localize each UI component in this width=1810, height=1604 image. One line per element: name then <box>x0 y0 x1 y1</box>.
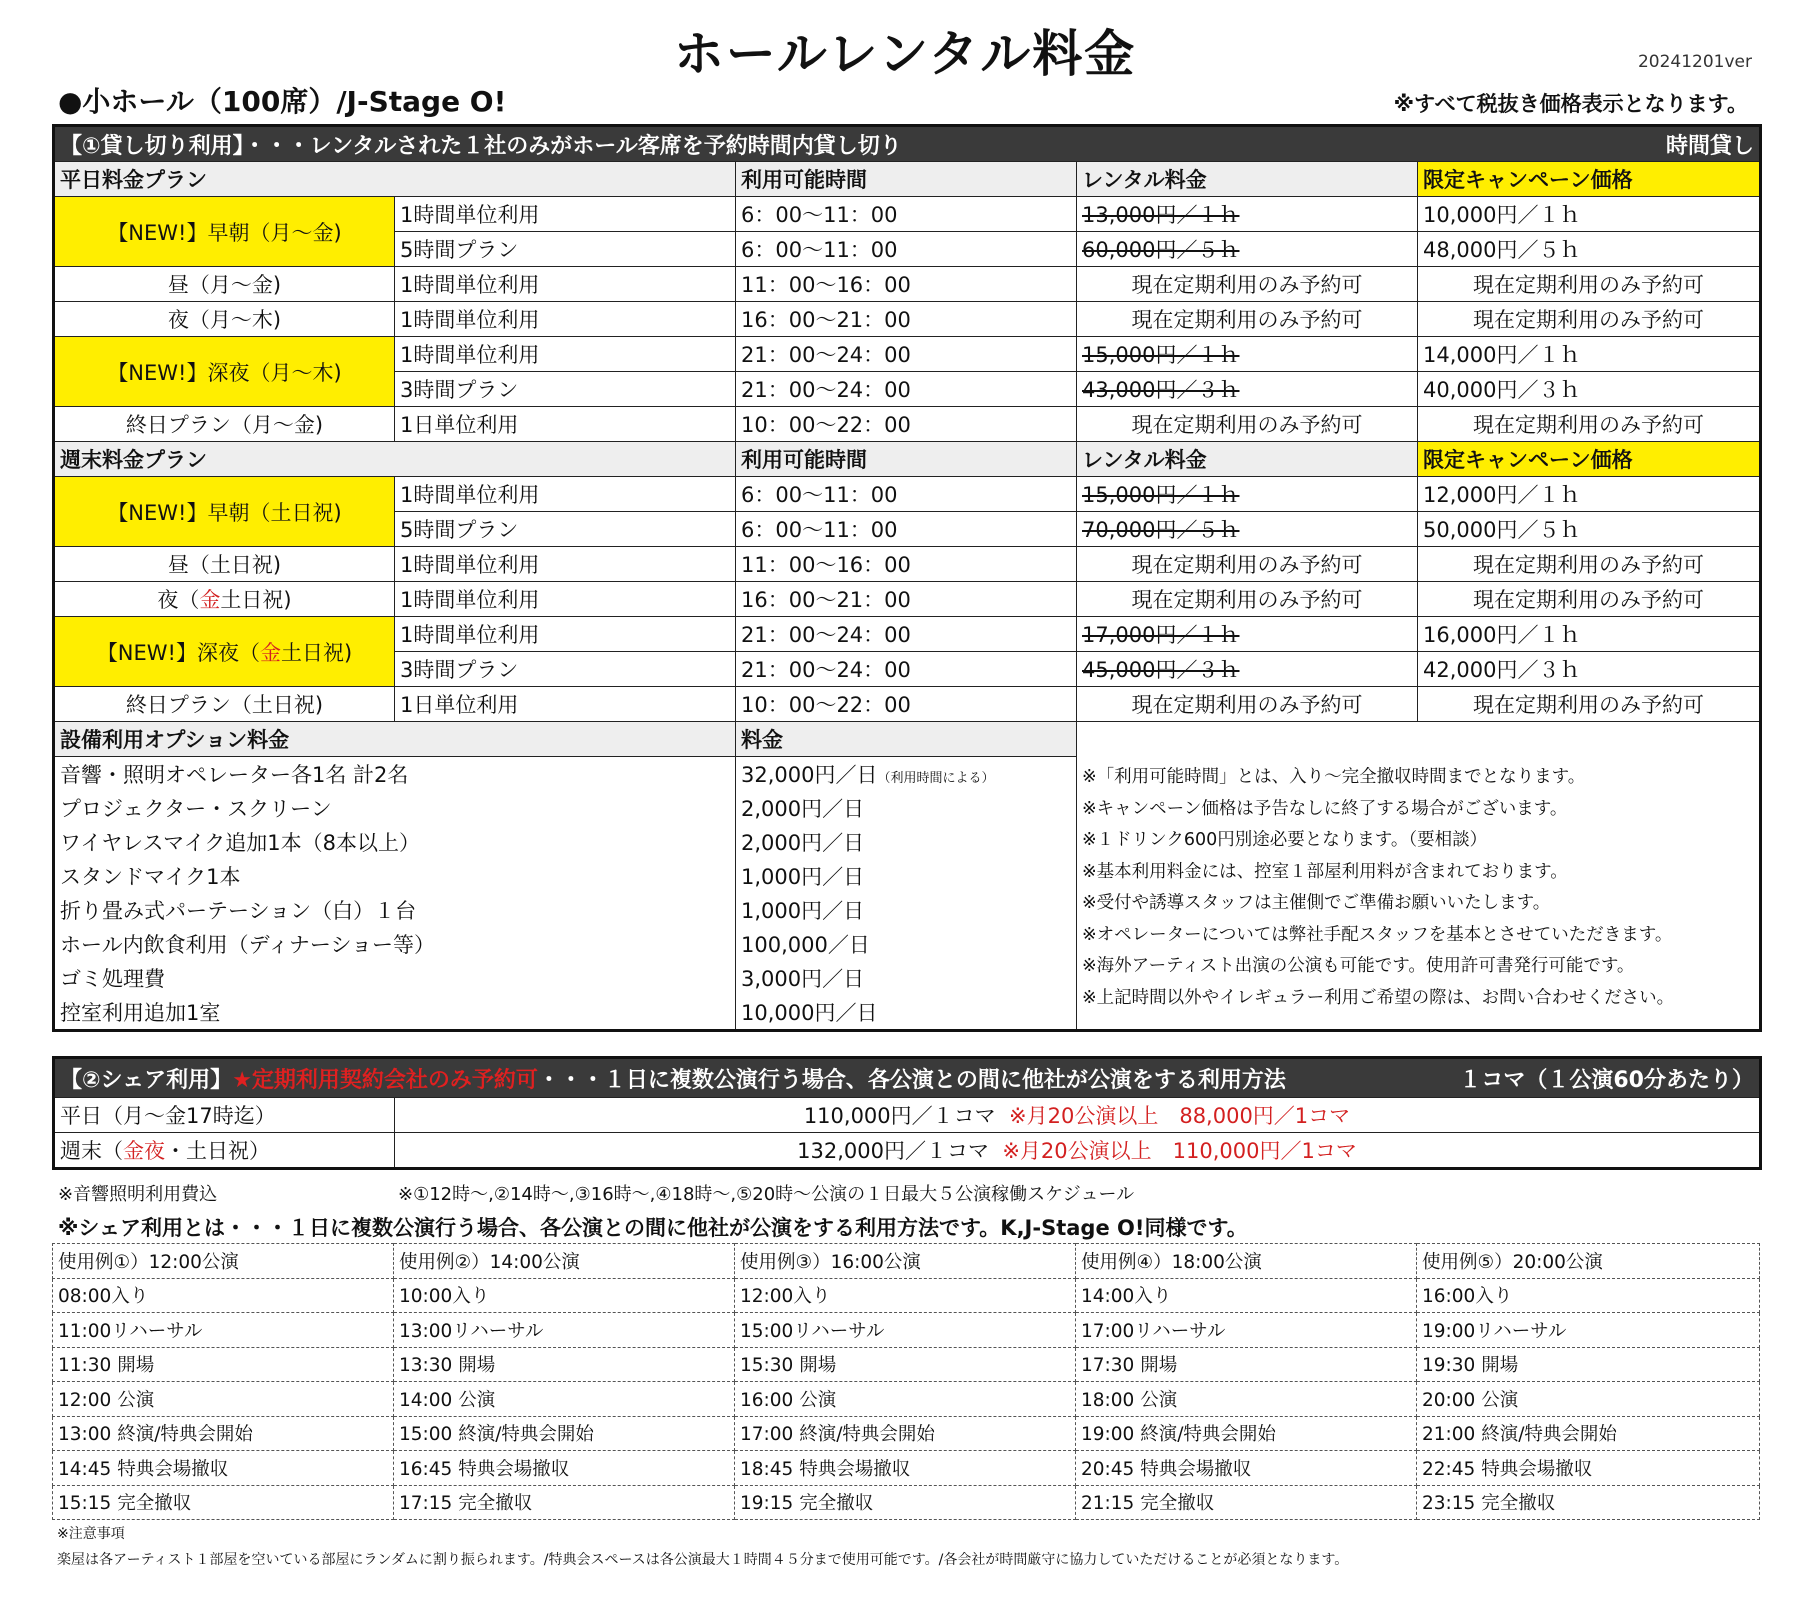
plan-fee: 17,000円／１ｈ <box>1077 617 1418 652</box>
option-fee <box>736 757 1077 792</box>
plan-time: 21：00～24：00 <box>736 372 1077 407</box>
time-header: 利用可能時間 <box>736 162 1077 197</box>
example-step: 21:15 完全撤収 <box>1076 1485 1417 1520</box>
example-step: 12:00入り <box>735 1278 1076 1313</box>
plan-unit: 1時間単位利用 <box>395 582 736 617</box>
plan-campaign: 12,000円／１ｈ <box>1418 477 1761 512</box>
time-header: 利用可能時間 <box>736 442 1077 477</box>
share-discount: ※月20公演以上 88,000円／1コマ <box>1009 1104 1351 1128</box>
example-row <box>53 1382 1760 1417</box>
footer-heading: ※注意事項 <box>57 1526 125 1542</box>
example-step: 16:45 特典会場撤収 <box>394 1451 735 1486</box>
weekend-plan-header: 週末料金プラン <box>54 442 736 477</box>
plan-name-b: 土日祝) <box>220 588 292 612</box>
option-fee: 1,000円／日 <box>736 893 1077 927</box>
plan-fee: 現在定期利用のみ予約可 <box>1077 302 1418 337</box>
example-step: 18:45 特典会場撤収 <box>735 1451 1076 1486</box>
example-step: 20:45 特典会場撤収 <box>1076 1451 1417 1486</box>
plan-time: 10：00～22：00 <box>736 407 1077 442</box>
plan-unit: 1時間単位利用 <box>395 617 736 652</box>
example-step: 16:00入り <box>1417 1278 1760 1313</box>
option-fee: 2,000円／日 <box>736 791 1077 825</box>
share-explanation: ※シェア利用とは・・・１日に複数公演行う場合、各公演との間に他社が公演をする利用方法です。K,J-Stage O!同様です。 <box>58 1216 1248 1240</box>
share-price: 132,000円／１コマ <box>797 1139 989 1163</box>
share-label-b: ・土日祝） <box>165 1139 270 1163</box>
share-rental-table <box>52 1056 1762 1170</box>
share-discount: ※月20公演以上 110,000円／1コマ <box>1002 1139 1357 1163</box>
section2-right-label: １コマ（１公演60分あたり） <box>1459 1067 1754 1093</box>
option-fee-value: 32,000円／日 <box>741 763 878 787</box>
share-row-price <box>395 1133 1761 1169</box>
plan-fee: 現在定期利用のみ予約可 <box>1077 687 1418 722</box>
example-title: 使用例②）14:00公演 <box>394 1244 735 1279</box>
share-price: 110,000円／１コマ <box>803 1104 996 1128</box>
example-step: 22:45 特典会場撤収 <box>1417 1451 1760 1486</box>
plan-unit: 1時間単位利用 <box>395 197 736 232</box>
plan-campaign: 16,000円／１ｈ <box>1418 617 1761 652</box>
option-name: ホール内飲食利用（ディナーショー等） <box>54 927 736 961</box>
example-step: 17:15 完全撤収 <box>394 1485 735 1520</box>
plan-campaign: 48,000円／５ｈ <box>1418 232 1761 267</box>
version-label: 20241201ver <box>1637 52 1752 72</box>
plan-unit: 1日単位利用 <box>395 407 736 442</box>
option-fee: 10,000円／日 <box>736 995 1077 1031</box>
plan-time: 6：00～11：00 <box>736 512 1077 547</box>
section2-heading-red: ★定期利用契約会社のみ予約可 <box>232 1067 538 1093</box>
option-name: ゴミ処理費 <box>54 961 736 995</box>
page-title: ホールレンタル料金 <box>673 25 1137 83</box>
example-step: 11:30 開場 <box>53 1347 394 1382</box>
plan-unit: 5時間プラン <box>395 512 736 547</box>
example-step: 19:00リハーサル <box>1417 1313 1760 1348</box>
example-step: 13:00 終演/特典会開始 <box>53 1416 394 1451</box>
plan-unit: 5時間プラン <box>395 232 736 267</box>
plan-fee: 15,000円／１ｈ <box>1077 477 1418 512</box>
plan-fee: 現在定期利用のみ予約可 <box>1077 547 1418 582</box>
example-row <box>53 1244 1760 1279</box>
option-fee: 2,000円／日 <box>736 825 1077 859</box>
share-label-red: 金夜 <box>123 1139 165 1163</box>
option-name: 音響・照明オペレーター各1名 計2名 <box>54 757 736 792</box>
tax-note: ※すべて税抜き価格表示となります。 <box>1393 92 1748 116</box>
plan-time: 11：00～16：00 <box>736 267 1077 302</box>
example-step: 08:00入り <box>53 1278 394 1313</box>
section1-heading-text: 【①貸し切り利用】・・・レンタルされた１社のみがホール客席を予約時間内貸し切り <box>60 133 902 159</box>
plan-time: 16：00～21：00 <box>736 582 1077 617</box>
example-title: 使用例⑤）20:00公演 <box>1417 1244 1760 1279</box>
example-step: 20:00 公演 <box>1417 1382 1760 1417</box>
plan-unit: 1時間単位利用 <box>395 477 736 512</box>
section2-heading-b: ・・・１日に複数公演行う場合、各公演との間に他社が公演をする利用方法 <box>537 1067 1286 1093</box>
plan-name: 【NEW!】深夜（月～木) <box>54 337 395 407</box>
example-step: 15:30 開場 <box>735 1347 1076 1382</box>
option-name: スタンドマイク1本 <box>54 859 736 893</box>
plan-name: 昼（土日祝) <box>54 547 395 582</box>
plan-time: 6：00～11：00 <box>736 477 1077 512</box>
example-step: 17:00 終演/特典会開始 <box>735 1416 1076 1451</box>
plan-time: 6：00～11：00 <box>736 232 1077 267</box>
option-fee-note: （利用時間による） <box>877 771 995 786</box>
option-fee: 100,000／日 <box>736 927 1077 961</box>
example-step: 16:00 公演 <box>735 1382 1076 1417</box>
example-title: 使用例①）12:00公演 <box>53 1244 394 1279</box>
plan-name: 【NEW!】早朝（月～金) <box>54 197 395 267</box>
example-row <box>53 1313 1760 1348</box>
share-row-price <box>395 1098 1761 1133</box>
footer-text: 楽屋は各アーティスト１部屋を空いている部屋にランダムに割り振られます。/特典会スペースは各公演最大１時間４５分まで使用可能です。/各会社が時間厳守に協力していただけることが必須となります。 <box>57 1552 1349 1568</box>
plan-campaign: 50,000円／５ｈ <box>1418 512 1761 547</box>
section2-heading-a: 【②シェア利用】 <box>60 1067 233 1093</box>
plan-campaign: 40,000円／３ｈ <box>1418 372 1761 407</box>
option-fee: 3,000円／日 <box>736 961 1077 995</box>
example-step: 14:00 公演 <box>394 1382 735 1417</box>
notes-area <box>1077 722 1761 757</box>
options-header: 設備利用オプション料金 <box>54 722 736 757</box>
plan-name: 夜（月～木) <box>54 302 395 337</box>
plan-unit: 1時間単位利用 <box>395 302 736 337</box>
example-step: 15:15 完全撤収 <box>53 1485 394 1520</box>
example-step: 19:00 終演/特典会開始 <box>1076 1416 1417 1451</box>
plan-time: 21：00～24：00 <box>736 617 1077 652</box>
note-item: ※キャンペーン価格は予告なしに終了する場合がございます。 <box>1082 798 1568 819</box>
plan-unit: 1時間単位利用 <box>395 547 736 582</box>
fee-header: レンタル料金 <box>1077 162 1418 197</box>
plan-fee: 13,000円／１ｈ <box>1077 197 1418 232</box>
plan-campaign: 現在定期利用のみ予約可 <box>1418 687 1761 722</box>
option-name: 控室利用追加1室 <box>54 995 736 1031</box>
plan-name-a: 【NEW!】深夜（ <box>96 640 260 665</box>
example-title: 使用例③）16:00公演 <box>735 1244 1076 1279</box>
plan-unit: 1時間単位利用 <box>395 337 736 372</box>
plan-name <box>54 582 395 617</box>
example-step: 17:30 開場 <box>1076 1347 1417 1382</box>
example-step: 21:00 終演/特典会開始 <box>1417 1416 1760 1451</box>
plan-name-red: 金 <box>259 640 281 665</box>
example-row <box>53 1451 1760 1486</box>
plan-unit: 3時間プラン <box>395 652 736 687</box>
share-note-right: ※①12時～,②14時～,③16時～,④18時～,⑤20時～公演の１日最大５公演稼働スケジュール <box>398 1184 1135 1205</box>
plan-time: 16：00～21：00 <box>736 302 1077 337</box>
example-step: 15:00 終演/特典会開始 <box>394 1416 735 1451</box>
option-name: ワイヤレスマイク追加1本（8本以上） <box>54 825 736 859</box>
note-item: ※海外アーティスト出演の公演も可能です。使用許可書発行可能です。 <box>1082 956 1635 976</box>
plan-campaign: 現在定期利用のみ予約可 <box>1418 267 1761 302</box>
plan-campaign: 14,000円／１ｈ <box>1418 337 1761 372</box>
plan-name <box>54 617 395 687</box>
plan-name: 終日プラン（月～金) <box>54 407 395 442</box>
example-step: 10:00入り <box>394 1278 735 1313</box>
example-step: 19:30 開場 <box>1417 1347 1760 1382</box>
section1-right-label: 時間貸し <box>1666 133 1755 159</box>
venue-subtitle: ●小ホール（100席）/J-Stage O! <box>58 85 507 118</box>
plan-unit: 1日単位利用 <box>395 687 736 722</box>
plan-name: 終日プラン（土日祝) <box>54 687 395 722</box>
example-step: 14:45 特典会場撤収 <box>53 1451 394 1486</box>
plan-time: 11：00～16：00 <box>736 547 1077 582</box>
example-row <box>53 1485 1760 1520</box>
plan-fee: 現在定期利用のみ予約可 <box>1077 582 1418 617</box>
note-item: ※上記時間以外やイレギュラー利用ご希望の際は、お問い合わせください。 <box>1082 987 1675 1008</box>
example-row <box>53 1278 1760 1313</box>
note-item: ※基本利用料金には、控室１部屋利用料が含まれております。 <box>1082 861 1568 882</box>
share-examples-table <box>52 1243 1760 1520</box>
plan-fee: 現在定期利用のみ予約可 <box>1077 407 1418 442</box>
plan-campaign: 42,000円／３ｈ <box>1418 652 1761 687</box>
note-item: ※受付や誘導スタッフは主催側でご準備お願いいたします。 <box>1082 893 1551 913</box>
example-step: 12:00 公演 <box>53 1382 394 1417</box>
example-step: 17:00リハーサル <box>1076 1313 1417 1348</box>
plan-time: 21：00～24：00 <box>736 337 1077 372</box>
plan-name-red: 金 <box>199 588 221 612</box>
plan-campaign: 現在定期利用のみ予約可 <box>1418 407 1761 442</box>
plan-time: 21：00～24：00 <box>736 652 1077 687</box>
section2-heading <box>54 1058 1761 1098</box>
plan-campaign: 10,000円／１ｈ <box>1418 197 1761 232</box>
example-row <box>53 1416 1760 1451</box>
plan-name: 【NEW!】早朝（土日祝) <box>54 477 395 547</box>
campaign-header: 限定キャンペーン価格 <box>1418 442 1761 477</box>
plan-time: 10：00～22：00 <box>736 687 1077 722</box>
plan-campaign: 現在定期利用のみ予約可 <box>1418 547 1761 582</box>
plan-campaign: 現在定期利用のみ予約可 <box>1418 582 1761 617</box>
plan-fee: 15,000円／１ｈ <box>1077 337 1418 372</box>
plan-name: 昼（月～金) <box>54 267 395 302</box>
example-title: 使用例④）18:00公演 <box>1076 1244 1417 1279</box>
plan-fee: 43,000円／３ｈ <box>1077 372 1418 407</box>
plan-name-a: 夜（ <box>157 588 200 612</box>
plan-time: 6：00～11：00 <box>736 197 1077 232</box>
example-step: 23:15 完全撤収 <box>1417 1485 1760 1520</box>
plan-fee: 60,000円／５ｈ <box>1077 232 1418 267</box>
example-row <box>53 1347 1760 1382</box>
example-step: 11:00リハーサル <box>53 1313 394 1348</box>
plan-fee: 現在定期利用のみ予約可 <box>1077 267 1418 302</box>
example-step: 13:00リハーサル <box>394 1313 735 1348</box>
share-row-label: 平日（月～金17時迄） <box>54 1098 395 1133</box>
option-name: プロジェクター・スクリーン <box>54 791 736 825</box>
section1-heading <box>54 126 1761 162</box>
note-item: ※「利用可能時間」とは、入り～完全撤収時間までとなります。 <box>1082 767 1586 787</box>
notes-list <box>1082 762 1674 1014</box>
plan-unit: 1時間単位利用 <box>395 267 736 302</box>
note-item: ※１ドリンク600円別途必要となります。（要相談） <box>1082 830 1488 850</box>
fee-header: レンタル料金 <box>1077 442 1418 477</box>
plan-name-b: 土日祝) <box>280 640 353 665</box>
share-note-left: ※音響照明利用費込 <box>58 1184 218 1205</box>
plan-fee: 45,000円／３ｈ <box>1077 652 1418 687</box>
example-step: 14:00入り <box>1076 1278 1417 1313</box>
plan-campaign: 現在定期利用のみ予約可 <box>1418 302 1761 337</box>
option-name: 折り畳み式パーテーション（白）１台 <box>54 893 736 927</box>
example-step: 19:15 完全撤収 <box>735 1485 1076 1520</box>
example-step: 15:00リハーサル <box>735 1313 1076 1348</box>
share-label-a: 週末（ <box>60 1139 123 1163</box>
options-fee-header: 料金 <box>736 722 1077 757</box>
plan-unit: 3時間プラン <box>395 372 736 407</box>
note-item: ※オペレーターについては弊社手配スタッフを基本とさせていただきます。 <box>1082 924 1673 945</box>
option-fee: 1,000円／日 <box>736 859 1077 893</box>
example-step: 18:00 公演 <box>1076 1382 1417 1417</box>
example-step: 13:30 開場 <box>394 1347 735 1382</box>
campaign-header: 限定キャンペーン価格 <box>1418 162 1761 197</box>
weekday-plan-header: 平日料金プラン <box>54 162 736 197</box>
plan-fee: 70,000円／５ｈ <box>1077 512 1418 547</box>
share-row-label <box>54 1133 395 1169</box>
